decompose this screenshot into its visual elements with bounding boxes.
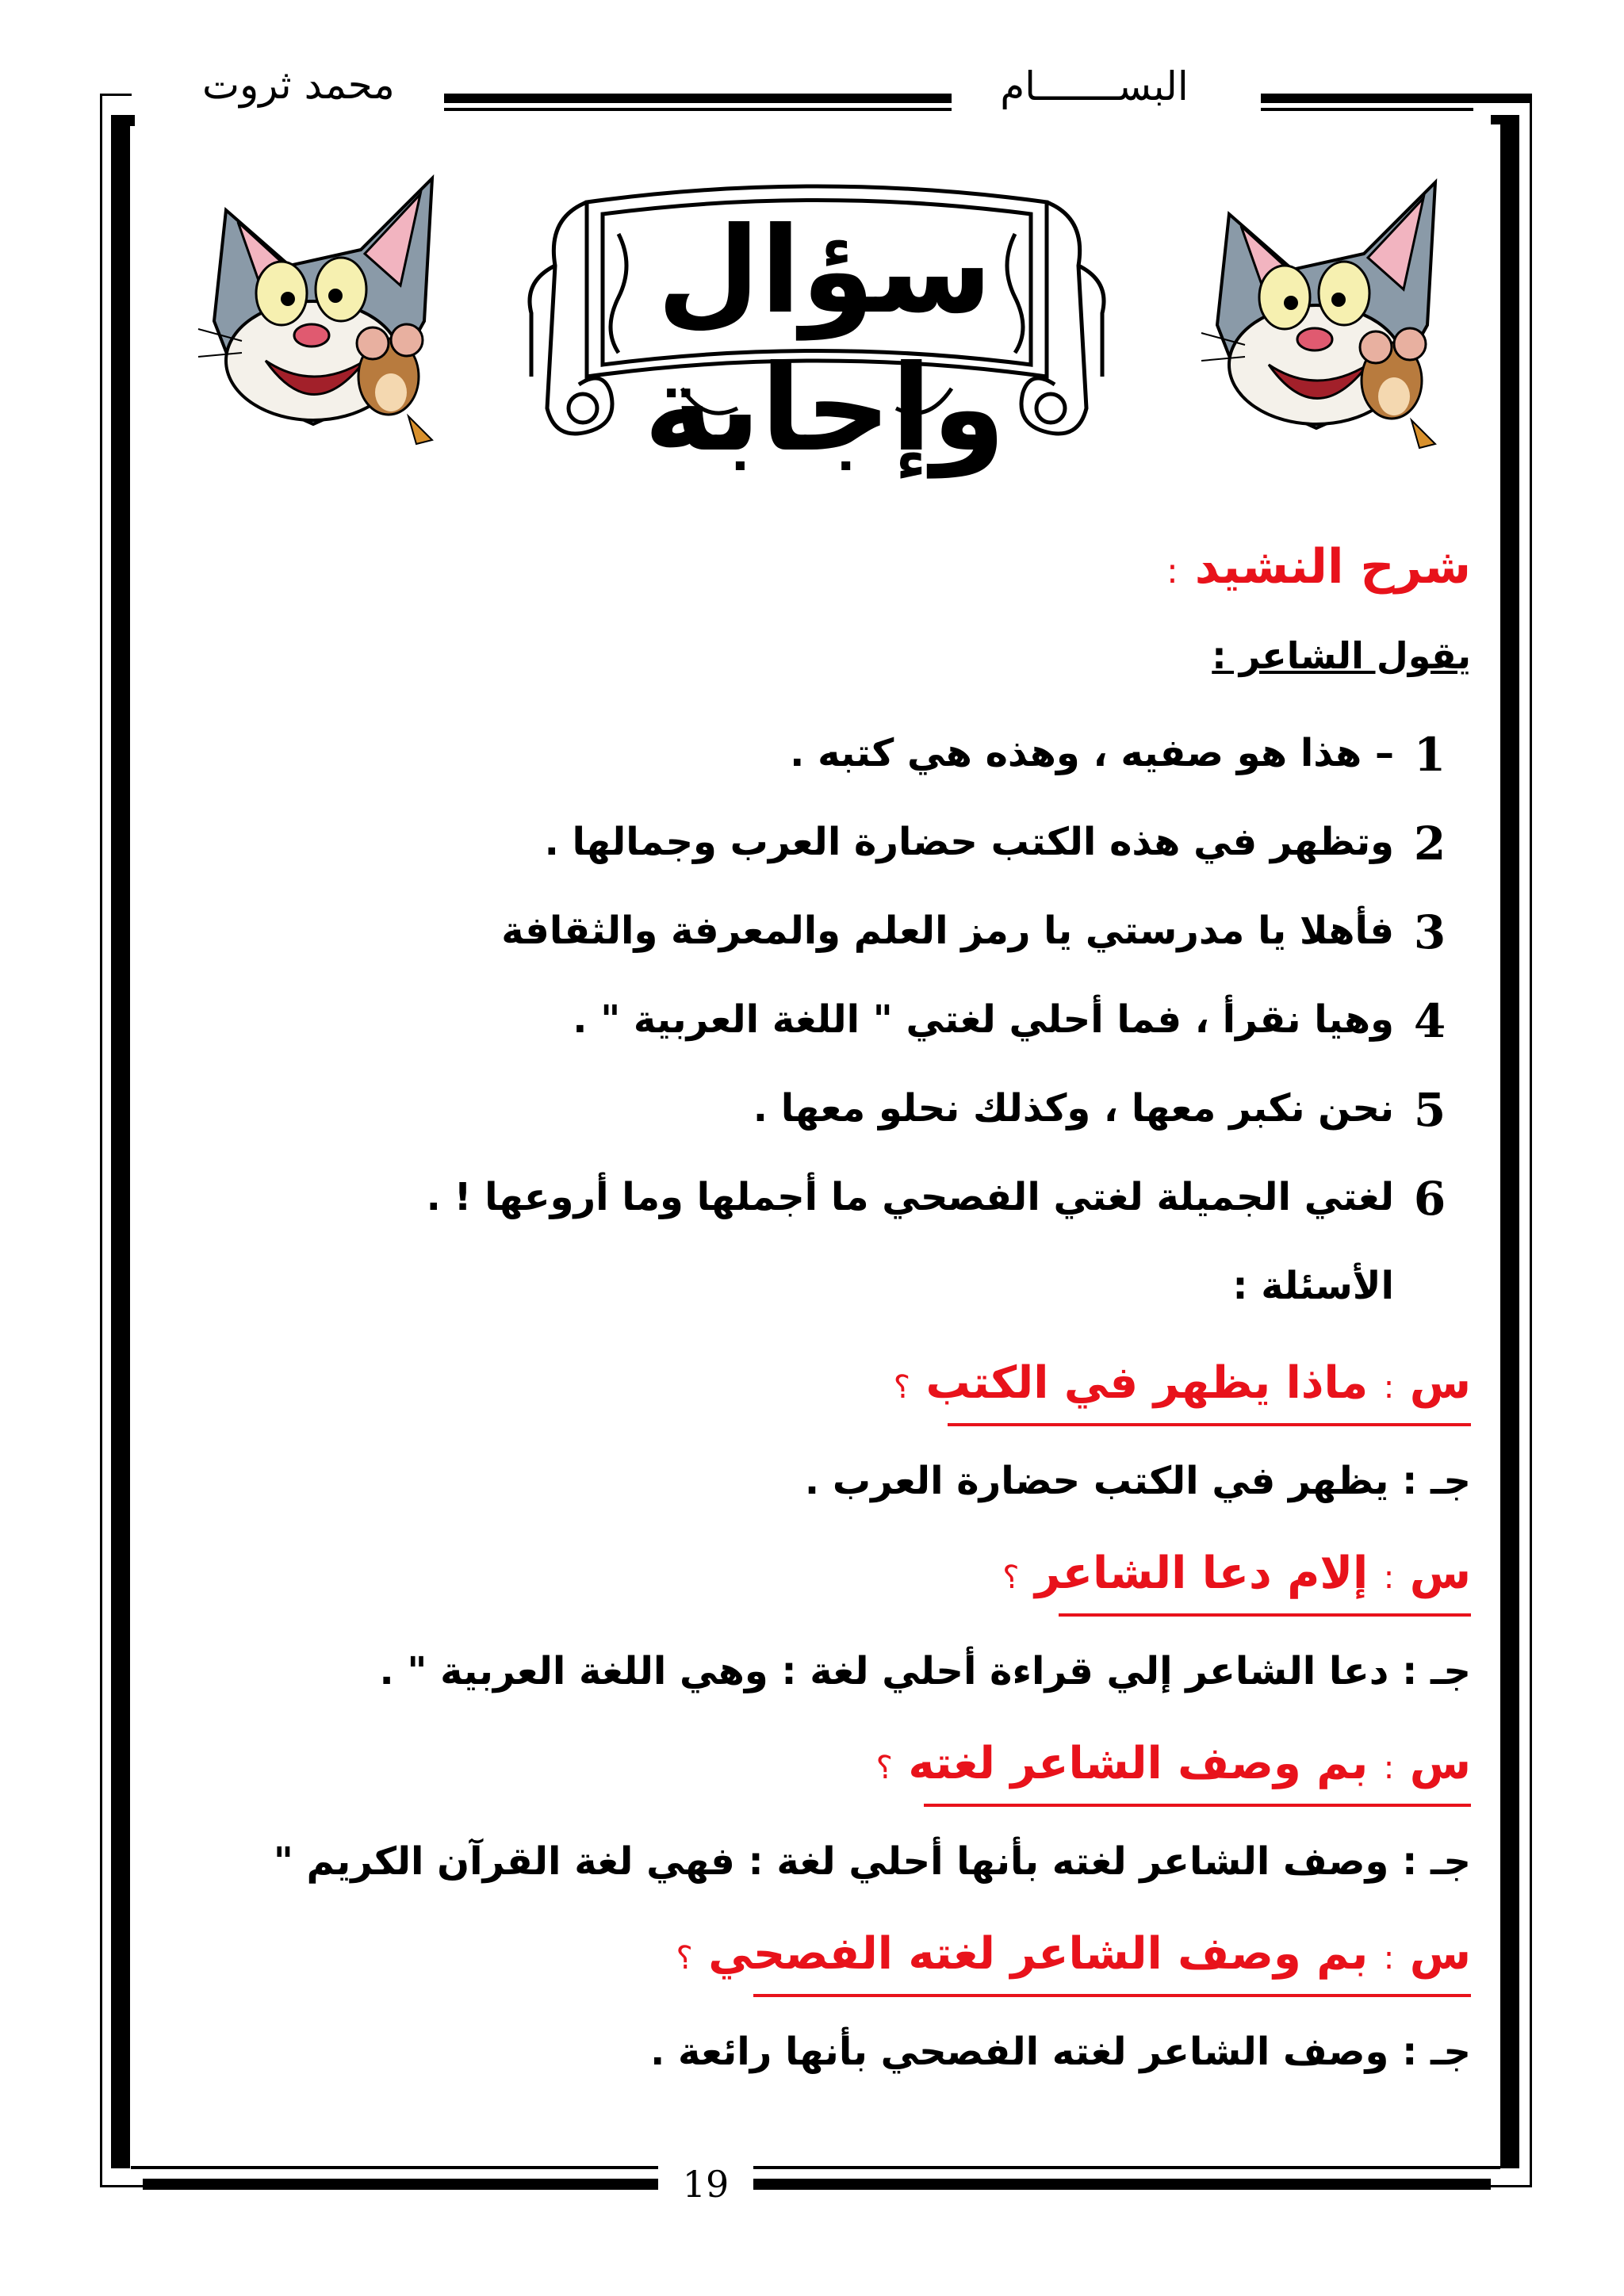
question-underline [924,1804,1471,1807]
questions-label: الأسئلة : [1232,1264,1394,1308]
tom-and-jerry-icon [194,155,448,448]
answer: جـ : وصف الشاعر لغته بأنها أحلي لغة : فهي لغة القرآن الكريم " [273,1839,1471,1884]
section-title-text: شرح النشيد [1194,539,1471,595]
sayer-label: يقول الشاعر : [1212,634,1471,677]
tom-and-jerry-icon [1197,159,1451,452]
line-number: 1 [1413,728,1446,782]
question-separator: : [1383,1940,1395,1976]
question [1002,1548,1471,1599]
question [876,1738,1471,1789]
question-end: ؟ [1002,1559,1020,1596]
frame-bottom-left-thin [131,2166,658,2169]
frame-right-thin [1530,94,1532,2187]
list-item: فأهلا يا مدرستي يا رمز العلم والمعرفة والثقافة [501,909,1394,953]
list-item: – هذا هو صفيه ، وهذه هي كتبه . [790,731,1394,775]
list-item: وتظهر في هذه الكتب حضارة العرب وجمالها . [544,820,1394,864]
question-separator: : [1383,1369,1395,1406]
question-text: بم وصف الشاعر لغته [908,1738,1369,1789]
answer: جـ : دعا الشاعر إلي قراءة أحلي لغة : وهي اللغة العربية " . [379,1649,1471,1693]
question [676,1928,1471,1980]
answer: جـ : يظهر في الكتب حضارة العرب . [804,1459,1471,1503]
list-item: نحن نكبر معها ، وكذلك نحلو معها . [753,1086,1394,1131]
frame-bottom-right-thick [753,2179,1491,2190]
question-text: ماذا يظهر في الكتب [925,1357,1369,1409]
line-number: 5 [1413,1083,1446,1137]
answer: جـ : وصف الشاعر لغته الفصحي بأنها رائعة . [650,2030,1471,2074]
frame-right-thick [1500,115,1519,2168]
line-number: 2 [1413,817,1446,871]
banner-title: سؤال وإجابة [643,202,1006,478]
question-underline [948,1423,1471,1426]
header-title: البســـــــام [1000,63,1189,109]
question-text: إلام دعا الشاعر [1034,1548,1369,1599]
header-rule-right-thin [1261,108,1473,111]
question-mark-letter: س [1409,1357,1471,1409]
question-underline [753,1994,1471,1997]
question-separator: : [1383,1559,1395,1596]
header-rule-left-thick [444,94,952,103]
question-mark-letter: س [1409,1548,1471,1599]
line-number: 4 [1413,994,1446,1048]
question-end: ؟ [893,1369,910,1406]
section-title [1166,539,1471,595]
question-end: ؟ [676,1940,693,1976]
frame-left-corner-top2 [111,115,135,126]
question-mark-letter: س [1409,1738,1471,1789]
page-number: 19 [682,2163,730,2206]
question-mark-letter: س [1409,1928,1471,1980]
frame-right-corner-top [1473,94,1532,103]
header-rule-right-thick [1261,94,1473,103]
frame-left-thick [111,115,130,2168]
section-title-colon: : [1166,551,1178,591]
question [894,1357,1471,1409]
line-number: 6 [1413,1172,1446,1226]
frame-bottom-left-thick [143,2179,658,2190]
question-underline [1059,1613,1471,1617]
frame-bottom-corner-right [1491,2185,1532,2187]
frame-bottom-corner-left [100,2185,143,2187]
frame-left-corner-top [100,94,132,96]
list-item: وهيا نقرأ ، فما أحلي لغتي " اللغة العربية " . [573,997,1394,1042]
line-number: 3 [1413,905,1446,959]
frame-right-corner-top2 [1491,115,1519,124]
header-rule-left-thin [444,108,952,111]
author-name: محمد ثروت [202,62,395,108]
question-text: بم وصف الشاعر لغته الفصحي [708,1928,1369,1980]
frame-bottom-right-thin [753,2166,1500,2169]
question-separator: : [1383,1750,1395,1786]
frame-left-thin [100,94,102,2187]
list-item: لغتي الجميلة لغتي الفصحي ما أجملها وما أروعها ! . [426,1175,1394,1219]
question-end: ؟ [875,1750,893,1786]
